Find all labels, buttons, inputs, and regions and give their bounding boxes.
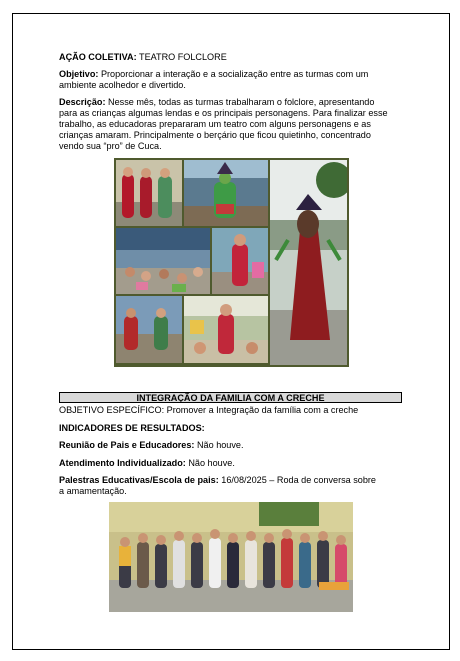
descricao-line1: Nesse mês, todas as turmas trabalharam o folclore, apresentando [108, 97, 375, 107]
descricao-line5: vendo sua “pro” de Cuca. [59, 141, 162, 151]
photo-cuca-stage [184, 160, 268, 226]
indicadores-label: INDICADORES DE RESULTADOS: [59, 423, 205, 433]
atendimento-line [59, 458, 402, 469]
acao-label: AÇÃO COLETIVA: [59, 52, 137, 62]
palestras-line1: 16/08/2025 – Roda de conversa sobre [221, 475, 376, 485]
acao-value: TEATRO FOLCLORE [139, 52, 227, 62]
integracao-banner: INTEGRAÇÃO DA FAMILIA COM A CRECHE [59, 392, 402, 403]
palestras-label: Palestras Educativas/Escola de pais: [59, 475, 219, 485]
photo-red-costume [212, 228, 268, 294]
descricao-label: Descrição: [59, 97, 106, 107]
objetivo-especifico-value: Promover a Integração da família com a creche [166, 405, 359, 415]
photo-children-watching [116, 228, 210, 294]
reuniao-value: Não houve. [196, 440, 244, 450]
acao-coletiva [59, 52, 402, 63]
reuniao-label: Reunião de Pais e Educadores: [59, 440, 195, 450]
descricao-line4: crianças amaram. Principalmente o berçário que ficou quietinho, concentrado [59, 130, 371, 140]
photo-witch-character [270, 160, 347, 365]
descricao-paragraph [59, 97, 402, 152]
reuniao-line [59, 440, 402, 451]
descricao-line3: trabalho, as educadoras prepararam um teatro com alguns personagens e as [59, 119, 371, 129]
photo-characters-group [116, 160, 182, 226]
descricao-line2: para as crianças algumas lendas e os principais personagens. Para finalizar esse [59, 108, 388, 118]
family-group-photo [109, 502, 353, 612]
palestras-line2: a amamentação. [59, 486, 127, 496]
atendimento-value: Não houve. [188, 458, 235, 468]
palestras-paragraph [59, 475, 402, 497]
objetivo-line1: Proporcionar a interação e a socialização entre as turmas com um [100, 69, 369, 79]
indicadores-heading [59, 423, 402, 434]
objetivo-especifico [59, 405, 402, 416]
objetivo-label: Objetivo: [59, 69, 99, 79]
photo-nursery-babies [184, 296, 268, 363]
objetivo-line2: ambiente acolhedor e divertido. [59, 80, 186, 90]
objetivo-especifico-label: OBJETIVO ESPECÍFICO: [59, 405, 165, 415]
atendimento-label: Atendimento Individualizado: [59, 458, 186, 468]
theatre-photo-collage [114, 158, 349, 367]
photo-outdoor-play [116, 296, 182, 363]
objetivo-paragraph [59, 69, 402, 91]
